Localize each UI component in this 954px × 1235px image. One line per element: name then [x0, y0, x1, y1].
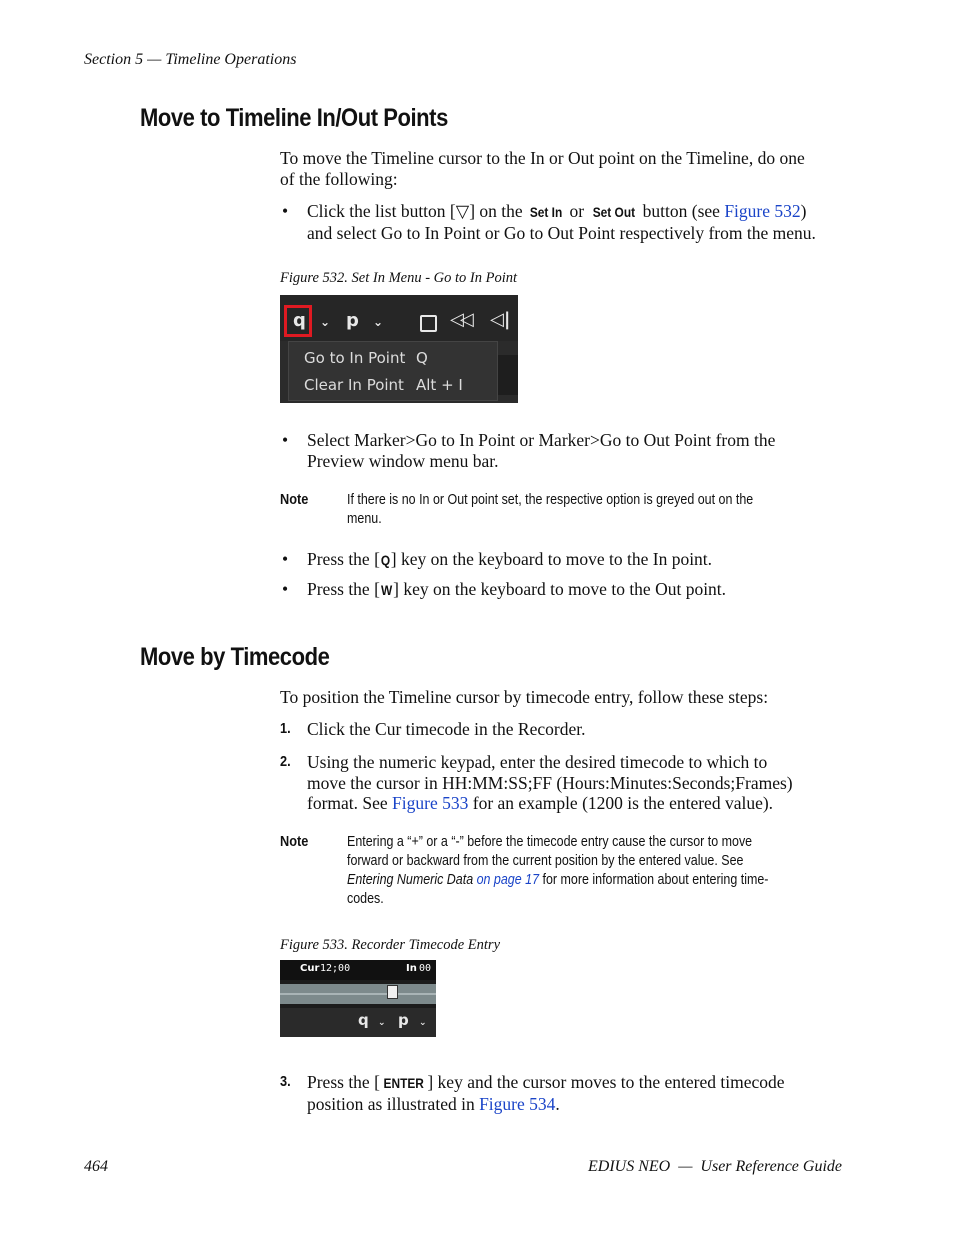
set-out-icon: p: [346, 310, 359, 331]
bullet-4: [307, 579, 726, 601]
section-heading-inout: Move to Timeline In/Out Points: [140, 104, 448, 132]
section-heading-timecode: Move by Timecode: [140, 643, 330, 671]
bullet-dot: •: [282, 549, 289, 569]
set-out-icon[interactable]: p: [398, 1011, 409, 1029]
menu-label: Clear In Point: [304, 376, 404, 394]
step-2-line: [307, 793, 852, 814]
figure-533-image: [280, 960, 436, 1037]
set-in-icon[interactable]: q: [358, 1011, 369, 1029]
cur-label: Cur: [300, 963, 320, 974]
step-1: Click the Cur timecode in the Recorder.: [307, 719, 586, 739]
text: format. See: [307, 793, 393, 813]
bullet-2-line2: Preview window menu bar.: [307, 450, 499, 471]
text: Press the [: [307, 549, 380, 569]
bullet-dot: •: [282, 430, 289, 450]
step-number: 1.: [280, 720, 291, 737]
menu-item-clear-in-point[interactable]: [304, 376, 404, 394]
chevron-down-icon: ⌄: [373, 315, 384, 329]
cur-timecode[interactable]: 12;00: [320, 963, 351, 974]
figure-533-link[interactable]: Figure 533: [392, 793, 469, 813]
figure-532-caption: Figure 532. Set In Menu - Go to In Point: [280, 270, 518, 286]
in-timecode: 00: [419, 963, 432, 974]
text: for an example (1200 is the entered value).: [468, 793, 774, 813]
menu-shortcut: Q: [416, 349, 428, 367]
bullet-dot: •: [282, 201, 289, 221]
section2-intro: To position the Timeline cursor by timecode entry, follow these steps:: [280, 687, 769, 707]
text: ] key on the keyboard to move to the Out point.: [393, 579, 727, 599]
text: ] key on the keyboard to move to the In point.: [390, 549, 713, 569]
note-1: [347, 491, 816, 529]
key-w: W: [380, 582, 393, 598]
italic-ref: Entering Numeric Data: [347, 872, 474, 888]
step-2-line: Using the numeric keypad, enter the desired timecode to which to: [307, 752, 768, 772]
text: position as illustrated in: [307, 1093, 480, 1114]
note-label: Note: [280, 491, 309, 508]
running-header: Section 5 — Timeline Operations: [84, 51, 297, 68]
key-q: Q: [380, 552, 390, 568]
in-label: In: [406, 963, 417, 974]
bullet-1-line2: and select Go to In Point or Go to Out Point respectively from the menu.: [307, 222, 816, 243]
footer-title: EDIUS NEO — User Reference Guide: [587, 1158, 842, 1175]
set-in-icon: q: [293, 310, 306, 331]
note-2: [347, 833, 816, 909]
text: for more information about entering time-: [539, 872, 769, 888]
text: Press the [: [307, 1072, 380, 1092]
bullet-dot: •: [282, 579, 289, 599]
step-3-line: [307, 1072, 852, 1094]
bullet-1-line1: [307, 201, 852, 223]
page-number: 464: [84, 1158, 108, 1175]
key-enter: ENTER: [383, 1075, 424, 1091]
text: ] key and the cursor moves to the entered timecode: [427, 1072, 785, 1092]
set-out-label: Set Out: [592, 204, 635, 220]
text: Press the [: [307, 579, 380, 599]
bullet-3: [307, 549, 712, 571]
step-3: [307, 1072, 852, 1114]
note-line: Entering a “+” or a “-” before the timecode entry cause the cursor to move: [347, 834, 753, 850]
figure-532-link[interactable]: Figure 532: [724, 201, 801, 221]
text: Click the list button [▽] on the: [307, 201, 528, 221]
section1-intro: [280, 148, 845, 189]
figure-533-caption: Figure 533. Recorder Timecode Entry: [280, 937, 500, 953]
text: ): [800, 201, 807, 221]
page-17-link[interactable]: on page 17: [473, 872, 540, 888]
figure-532-image: [280, 295, 518, 403]
menu-label: Go to In Point: [304, 349, 406, 367]
note-label: Note: [280, 833, 309, 850]
step-2-line: move the cursor in HH:MM:SS;FF (Hours:Minutes:Seconds;Frames): [307, 772, 793, 793]
text: button (see: [638, 201, 725, 221]
note-line: codes.: [347, 891, 384, 907]
bullet-2: [307, 430, 852, 471]
intro-line: of the following:: [280, 168, 398, 189]
note-line: forward or backward from the current position by the entered value. See: [347, 853, 744, 869]
toolbar: [280, 295, 518, 341]
chevron-down-icon[interactable]: ⌄: [419, 1018, 427, 1028]
figure-534-link[interactable]: Figure 534: [479, 1093, 556, 1114]
step-number: 3.: [280, 1073, 291, 1090]
set-in-label: Set In: [529, 204, 563, 220]
menu-item-go-to-in-point[interactable]: [304, 349, 405, 367]
menu-shortcut: Alt + I: [416, 376, 463, 394]
step-back-icon: ◁|: [490, 309, 511, 330]
intro-line: To move the Timeline cursor to the In or Out point on the Timeline, do one: [280, 148, 805, 168]
text: .: [555, 1093, 560, 1114]
rewind-icon: ◁◁: [450, 309, 470, 330]
note-line: menu.: [347, 511, 382, 527]
stop-icon: [420, 315, 437, 332]
note-line: [347, 871, 816, 890]
chevron-down-icon[interactable]: ⌄: [378, 1018, 386, 1028]
bullet-2-line1: Select Marker>Go to In Point or Marker>Go to Out Point from the: [307, 430, 776, 450]
chevron-down-icon: ⌄: [320, 315, 331, 329]
slider-track: [280, 993, 436, 995]
panel-edge: [498, 355, 518, 395]
cursor-handle-icon[interactable]: [387, 985, 398, 999]
step-3-line: [307, 1094, 852, 1115]
text: or: [565, 201, 589, 221]
step-2: [307, 752, 852, 814]
bullet-1: [307, 201, 852, 243]
step-number: 2.: [280, 753, 291, 770]
note-line: If there is no In or Out point set, the respective option is greyed out on the: [347, 492, 754, 508]
